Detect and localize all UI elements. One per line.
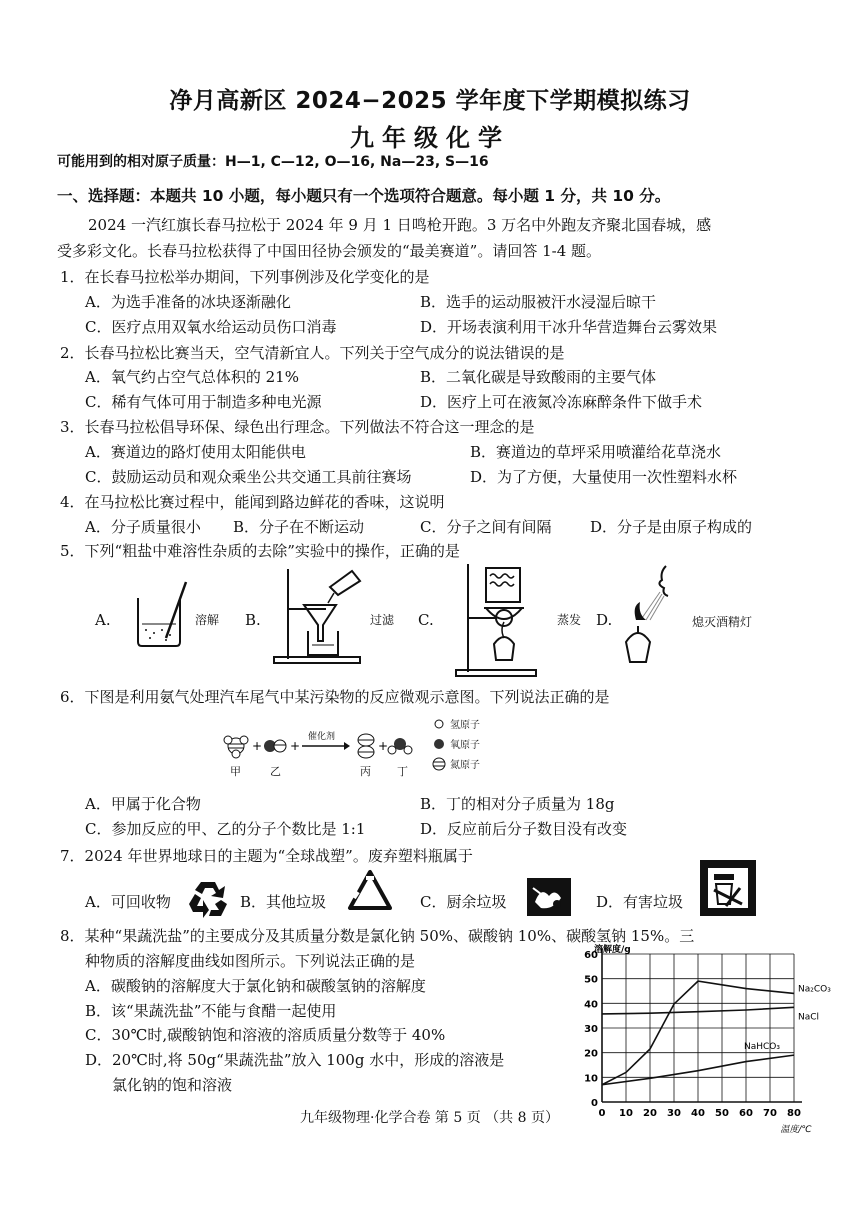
x-tick-label: 80 <box>787 1108 801 1119</box>
filtration-figure <box>268 565 368 665</box>
label-yi: 乙 <box>270 765 281 778</box>
legend-oxygen: 氧原子 <box>450 740 480 751</box>
y-tick-label: 60 <box>584 950 598 961</box>
q4-option-b[interactable]: B．分子在不断运动 <box>233 518 365 536</box>
q8-option-c[interactable]: C．30℃时,碳酸钠饱和溶液的溶质质量分数等于 40% <box>85 1026 446 1044</box>
recycle-icon <box>185 878 231 918</box>
q1-option-a[interactable]: A．为选手准备的冰块逐渐融化 <box>85 293 291 311</box>
q8-option-a[interactable]: A．碳酸钠的溶解度大于氯化钠和碳酸氢钠的溶解度 <box>85 977 426 995</box>
q5-label-d: 熄灭酒精灯 <box>692 615 753 629</box>
q5-stem: 5．下列“粗盐中难溶性杂质的去除”实验中的操作，正确的是 <box>60 542 460 560</box>
y-tick-label: 50 <box>584 974 598 986</box>
q7-option-a[interactable]: A．可回收物 <box>85 893 171 911</box>
other-waste-icon <box>346 868 394 918</box>
q2-option-b[interactable]: B．二氧化碳是导致酸雨的主要气体 <box>420 368 657 386</box>
q1-stem: 1．在长春马拉松举办期间，下列事例涉及化学变化的是 <box>60 268 430 286</box>
page-footer: 九年级物理·化学合卷 第 5 页 （共 8 页） <box>300 1110 559 1126</box>
q6-option-b[interactable]: B．丁的相对分子质量为 18g <box>420 795 615 813</box>
q5-label-c: 蒸发 <box>557 613 582 627</box>
x-tick-label: 50 <box>715 1108 729 1119</box>
label-jia: 甲 <box>230 765 241 778</box>
series-label-1: Na₂CO₃ <box>798 984 831 995</box>
x-tick-label: 10 <box>619 1108 633 1119</box>
q5-option-b-letter[interactable]: B. <box>245 611 261 629</box>
food-waste-icon <box>527 878 571 916</box>
legend-hydrogen: 氢原子 <box>450 720 480 731</box>
atomic-masses: 可能用到的相对原子质量：H—1, C—12, O—16, Na—23, S—16 <box>57 154 489 170</box>
svg-text:+: + <box>378 739 389 753</box>
y-tick-label: 10 <box>584 1073 598 1085</box>
extinguish-lamp-figure <box>616 562 686 677</box>
q3-option-d[interactable]: D．为了方便，大量使用一次性塑料水杯 <box>470 468 738 486</box>
q6-option-a[interactable]: A．甲属于化合物 <box>85 795 201 813</box>
x-tick-label: 60 <box>739 1108 753 1119</box>
y-tick-label: 40 <box>584 999 598 1011</box>
q3-stem: 3．长春马拉松倡导环保、绿色出行理念。下列做法不符合这一理念的是 <box>60 418 535 436</box>
q4-option-d[interactable]: D．分子是由原子构成的 <box>590 518 753 536</box>
q6-stem: 6．下图是利用氨气处理汽车尾气中某污染物的反应微观示意图。下列说法正确的是 <box>60 688 610 706</box>
intro-line-1: 2024 一汽红旗长春马拉松于 2024 年 9 月 1 日鸣枪开跑。3 万名中外跑友齐聚北国春城，感 <box>88 216 712 234</box>
series-label-2: NaCl <box>798 1012 820 1023</box>
q7-option-b[interactable]: B．其他垃圾 <box>240 893 327 911</box>
intro-line-2: 受多彩文化。长春马拉松获得了中国田径协会颁发的“最美赛道”。请回答 1-4 题。 <box>57 242 602 260</box>
label-ding: 丁 <box>397 765 408 778</box>
legend-nitrogen: 氮原子 <box>450 760 480 771</box>
x-axis-label: 温度/℃ <box>780 1125 812 1135</box>
q8-stem-1: 8．某种“果蔬洗盐”的主要成分及其质量分数是氯化钠 50%、碳酸钠 10%、碳酸氢钠 15%。三 <box>60 927 695 945</box>
q1-option-c[interactable]: C．医疗点用双氧水给运动员伤口消毒 <box>85 318 337 336</box>
x-tick-label: 30 <box>667 1108 681 1119</box>
q5-option-a-letter[interactable]: A. <box>95 611 111 629</box>
q8-option-d-continued: 氯化钠的饱和溶液 <box>112 1076 233 1094</box>
q5-option-c-letter[interactable]: C. <box>418 611 434 629</box>
q6-option-d[interactable]: D．反应前后分子数目没有改变 <box>420 820 628 838</box>
solubility-chart <box>580 945 831 1136</box>
y-tick-label: 30 <box>584 1024 598 1035</box>
atom-legend-symbols <box>432 716 446 776</box>
q4-stem: 4．在马拉松比赛过程中，能闻到路边鲜花的香味，这说明 <box>60 493 445 511</box>
x-tick-label: 20 <box>643 1108 657 1119</box>
q5-label-b: 过滤 <box>370 613 395 627</box>
q8-option-b[interactable]: B．该“果蔬洗盐”不能与食醋一起使用 <box>85 1002 337 1020</box>
catalyst-label: 催化剂 <box>308 732 336 742</box>
q1-option-d[interactable]: D．开场表演利用干冰升华营造舞台云雾效果 <box>420 318 718 336</box>
label-bing: 丙 <box>360 765 371 778</box>
x-tick-label: 70 <box>763 1108 777 1119</box>
q2-option-c[interactable]: C．稀有气体可用于制造多种电光源 <box>85 393 322 411</box>
subject-title: 九年级化学 <box>350 124 510 152</box>
q7-option-c[interactable]: C．厨余垃圾 <box>420 893 507 911</box>
q2-option-a[interactable]: A．氧气约占空气总体积的 21% <box>85 368 299 386</box>
q5-label-a: 溶解 <box>195 613 220 627</box>
beaker-stirring-figure <box>130 580 190 650</box>
q6-option-c[interactable]: C．参加反应的甲、乙的分子个数比是 1:1 <box>85 820 366 838</box>
x-tick-label: 0 <box>598 1108 606 1119</box>
svg-text:+: + <box>252 739 263 753</box>
q4-option-a[interactable]: A．分子质量很小 <box>85 518 201 536</box>
q8-option-d[interactable]: D．20℃时,将 50g“果蔬洗盐”放入 100g 水中，形成的溶液是 <box>85 1051 505 1069</box>
q5-option-d-letter[interactable]: D. <box>596 611 613 629</box>
section-heading: 一、选择题：本题共 10 小题，每小题只有一个选项符合题意。每小题 1 分，共 10 分。 <box>57 187 671 205</box>
evaporation-figure <box>448 560 548 678</box>
q7-stem: 7．2024 年世界地球日的主题为“全球战塑”。废弃塑料瓶属于 <box>60 847 473 865</box>
hazardous-waste-icon <box>700 860 756 916</box>
q4-option-c[interactable]: C．分子之间有间隔 <box>420 518 552 536</box>
q3-option-a[interactable]: A．赛道边的路灯使用太阳能供电 <box>85 443 306 461</box>
x-tick-label: 40 <box>691 1108 705 1119</box>
q7-option-d[interactable]: D．有害垃圾 <box>596 893 684 911</box>
q8-stem-2: 种物质的溶解度曲线如图所示。下列说法正确的是 <box>85 952 416 970</box>
q1-option-b[interactable]: B．选手的运动服被汗水浸湿后晾干 <box>420 293 657 311</box>
q3-option-c[interactable]: C．鼓励运动员和观众乘坐公共交通工具前往赛场 <box>85 468 412 486</box>
y-axis-label: 溶解度/g <box>594 945 631 955</box>
q2-stem: 2．长春马拉松比赛当天，空气清新宜人。下列关于空气成分的说法错误的是 <box>60 344 565 362</box>
series-label-3: NaHCO₃ <box>744 1042 780 1053</box>
q3-option-b[interactable]: B．赛道边的草坪采用喷灌给花草浇水 <box>470 443 722 461</box>
q2-option-d[interactable]: D．医疗上可在液氮冷冻麻醉条件下做手术 <box>420 393 703 411</box>
y-tick-label: 20 <box>584 1048 598 1060</box>
exam-title: 净月高新区 2024−2025 学年度下学期模拟练习 <box>169 88 691 114</box>
svg-text:+: + <box>290 739 301 753</box>
y-tick-label: 0 <box>591 1098 598 1109</box>
